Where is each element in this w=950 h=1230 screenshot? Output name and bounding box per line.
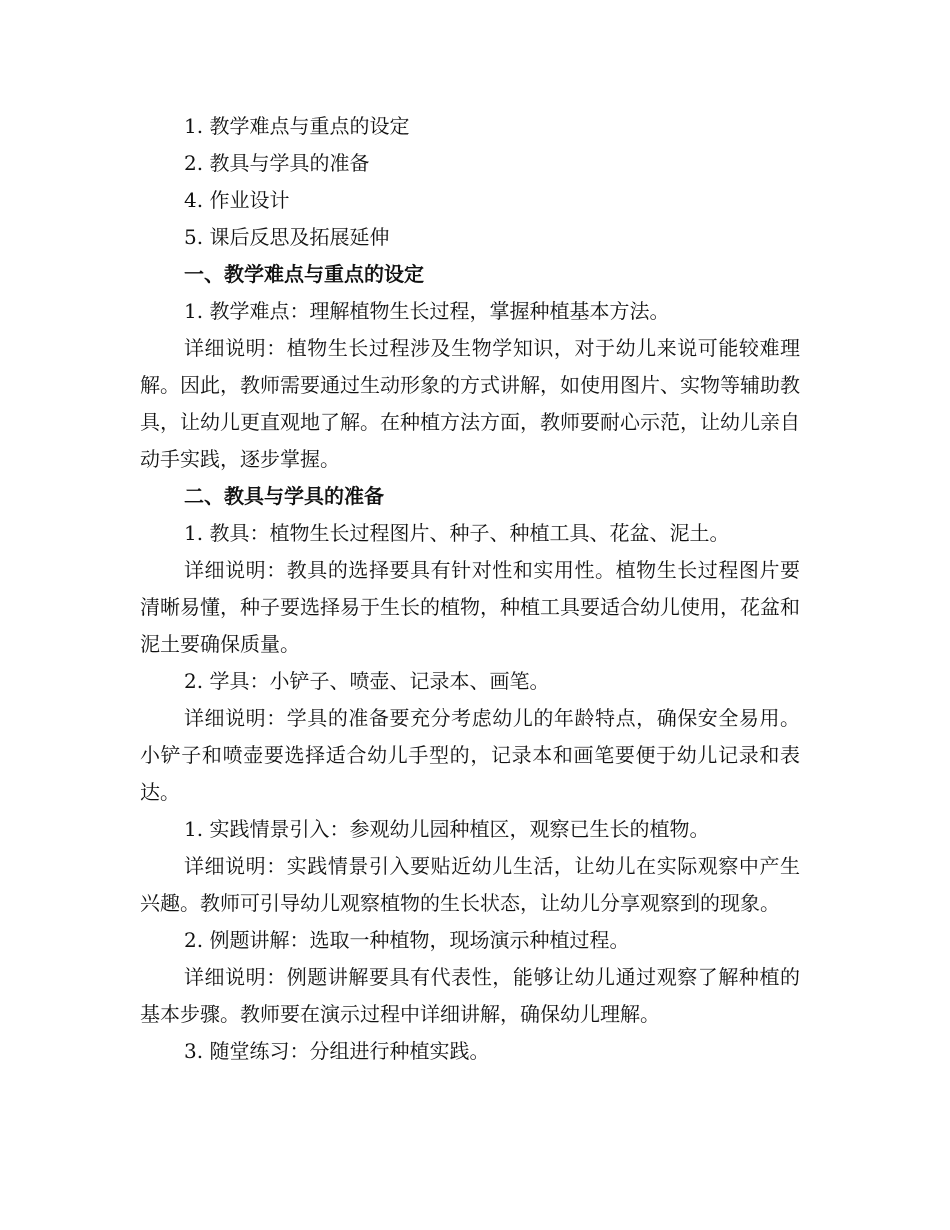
teaching-aids-detail: 详细说明：教具的选择要具有针对性和实用性。植物生长过程图片要清晰易懂，种子要选择易于生长的植物，种植工具要适合幼儿使用，花盆和泥土要确保质量。 xyxy=(140,558,800,656)
section-heading-difficulty: 一、教学难点与重点的设定 xyxy=(184,262,424,286)
toc-item-4: 4. 作业设计 xyxy=(184,188,290,212)
scenario-intro-detail: 详细说明：实践情景引入要贴近幼儿生活，让幼儿在实际观察中产生兴趣。教师可引导幼儿观察植物的生长状态，让幼儿分享观察到的现象。 xyxy=(140,854,800,915)
toc-item-5: 5. 课后反思及拓展延伸 xyxy=(184,225,390,249)
scenario-intro-item: 1. 实践情景引入：参观幼儿园种植区，观察已生长的植物。 xyxy=(184,817,710,841)
learning-tools-detail: 详细说明：学具的准备要充分考虑幼儿的年龄特点，确保安全易用。小铲子和喷壶要选择适合幼儿手型的，记录本和画笔要便于幼儿记录和表达。 xyxy=(140,706,800,804)
difficulty-item: 1. 教学难点：理解植物生长过程，掌握种植基本方法。 xyxy=(184,299,670,323)
section-heading-materials: 二、教具与学具的准备 xyxy=(184,484,384,508)
toc-item-2: 2. 教具与学具的准备 xyxy=(184,151,370,175)
example-explain-detail: 详细说明：例题讲解要具有代表性，能够让幼儿通过观察了解种植的基本步骤。教师要在演示过程中详细讲解，确保幼儿理解。 xyxy=(140,965,800,1026)
learning-tools-item: 2. 学具：小铲子、喷壶、记录本、画笔。 xyxy=(184,669,550,693)
example-explain-item: 2. 例题讲解：选取一种植物，现场演示种植过程。 xyxy=(184,928,630,952)
practice-item: 3. 随堂练习：分组进行种植实践。 xyxy=(184,1039,490,1063)
difficulty-detail: 详细说明：植物生长过程涉及生物学知识，对于幼儿来说可能较难理解。因此，教师需要通过生动形象的方式讲解，如使用图片、实物等辅助教具，让幼儿更直观地了解。在种植方法方面，教师要耐心示范，让幼儿亲自动手实践，逐步掌握。 xyxy=(140,336,800,471)
toc-item-1: 1. 教学难点与重点的设定 xyxy=(184,114,410,138)
document-body xyxy=(140,108,800,1070)
teaching-aids-item: 1. 教具：植物生长过程图片、种子、种植工具、花盆、泥土。 xyxy=(184,521,730,545)
